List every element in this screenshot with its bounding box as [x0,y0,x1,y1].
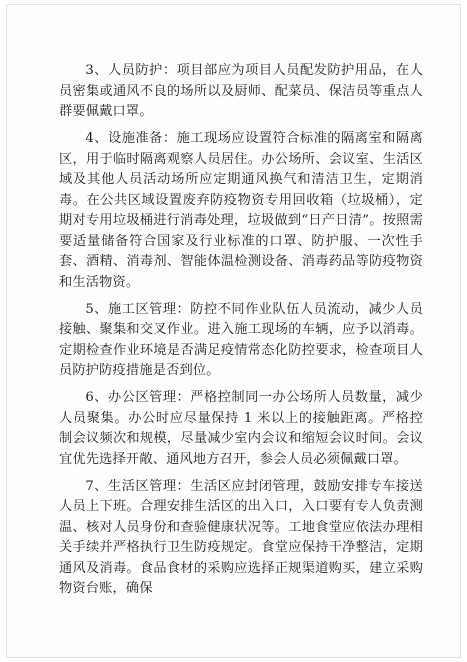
paragraph-heading: 4、设施准备： [85,131,177,146]
paragraph-text: 施工现场应设置符合标准的隔离室和隔离区，用于临时隔离观察人员居住。办公场所、会议室、生活区域及其他人员活动场所应定期通风换气和清洁卫生，定期消毒。在公共区域设置废弃防疫物资专用回收箱（垃圾桶），定期对专用垃圾桶进行消毒处理，垃圾做到“日产日清”。按照需要适量储备符合国家及行业标准的口罩、防护服、一次性手套、酒精、消毒剂、智能体温检测设备、消毒药品等防疫物资和生活物资。 [59,131,423,290]
paragraph-personnel-protection [59,61,423,123]
paragraph-text: 项目部应为项目人员配发防护用品，在人员密集或通风不良的场所以及厨师、配菜员、保洁员等重点人群要佩戴口罩。 [59,63,423,119]
paragraph-facility-preparation [59,129,423,293]
document-page [6,4,461,658]
paragraph-heading: 5、施工区管理： [85,301,191,317]
paragraph-heading: 3、人员防护： [85,63,177,78]
paragraph-heading: 6、办公区管理： [85,390,191,405]
paragraph-construction-area-management [59,300,423,382]
paragraph-living-area-management [59,477,423,600]
paragraph-heading: 7、生活区管理： [85,478,191,494]
document-body [59,61,423,606]
paragraph-text: 生活区应封闭管理，鼓励安排专车接送人员上下班。合理安排生活区的出入口，入口要有专人负责测温、核对人员身份和查验健康状况等。工地食堂应依法办理相关手续并严格执行卫生防疫规定。食堂应保持干净整洁，定期通风及消毒。食品食材的采购应选择正规渠道购买，建立采购物资台账，确保 [59,478,423,596]
paragraph-text: 防控不同作业队伍人员流动，减少人员接触、聚集和交叉作业。进入施工现场的车辆，应予以消毒。定期检查作业环境是否满足疫情常态化防控要求，检查项目人员防护防疫措施是否到位。 [59,301,423,378]
paragraph-office-area-management [59,388,423,470]
paragraph-text: 严格控制同一办公场所人员数量，减少人员聚集。办公时应尽量保持 1 米以上的接触距离。严格控制会议频次和规模，尽量减少室内会议和缩短会议时间。会议宜优先选择开敞、通风地方召开，参会人员必须佩戴口罩。 [59,390,423,467]
